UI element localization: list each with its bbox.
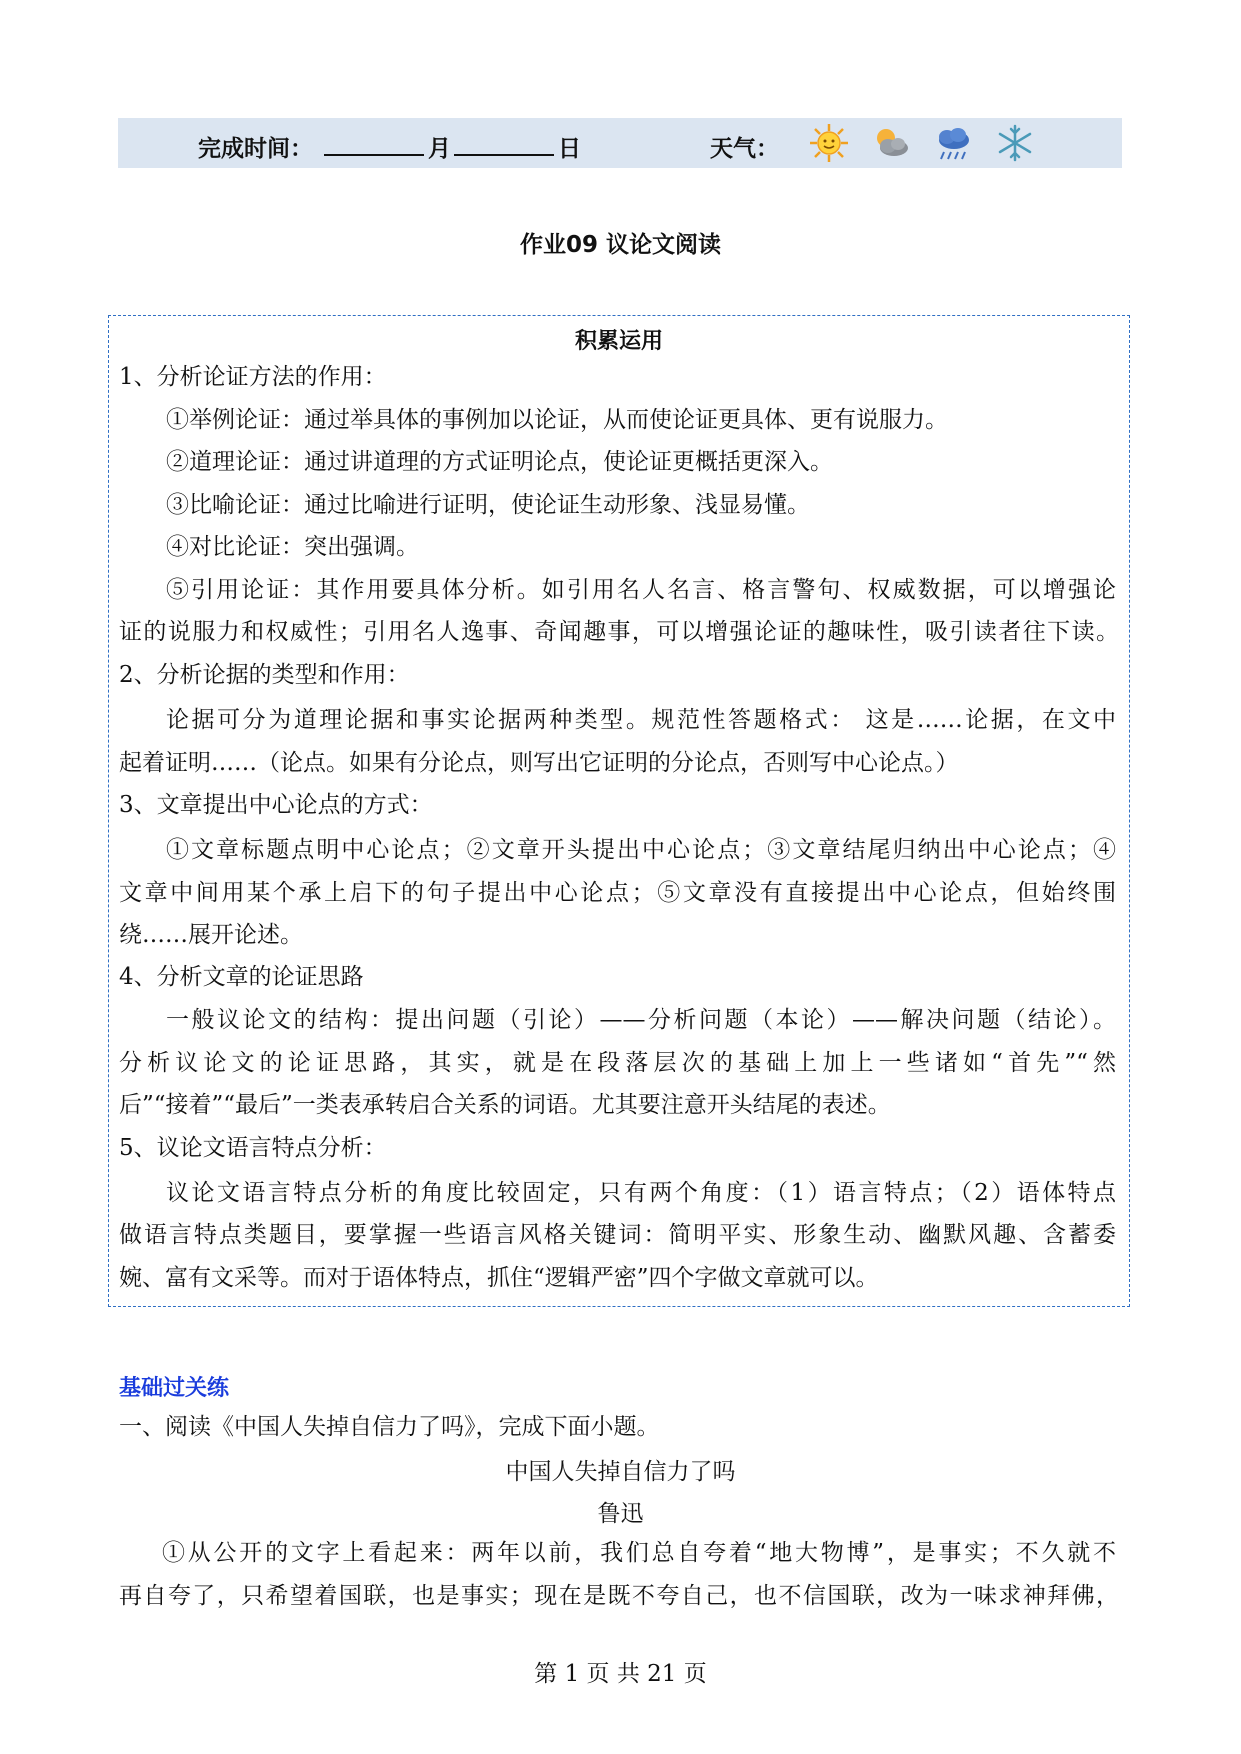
- header-band: [118, 118, 1122, 168]
- sun-icon[interactable]: [808, 122, 850, 164]
- rain-icon[interactable]: [932, 122, 974, 164]
- box-line: ①举例论证：通过举具体的事例加以论证，从而使论证更具体、更有说服力。: [166, 407, 948, 433]
- box-line: 4、分析文章的论证思路: [119, 964, 364, 990]
- paragraph-line: 再自夸了，只希望着国联，也是事实；现在是既不夸自己，也不信国联，改为一味求神拜佛，: [119, 1583, 1119, 1609]
- completion-time-label: 完成时间：: [198, 136, 313, 162]
- box-line: 议论文语言特点分析的角度比较固定，只有两个角度：（1）语言特点；（2）语体特点: [166, 1180, 1116, 1206]
- day-blank[interactable]: [454, 154, 554, 156]
- box-line: 文章中间用某个承上启下的句子提出中心论点；⑤文章没有直接提出中心论点，但始终围: [119, 880, 1116, 906]
- section-heading: 基础过关练: [119, 1376, 230, 1401]
- box-line: 婉、富有文采等。而对于语体特点，抓住“逻辑严密”四个字做文章就可以。: [119, 1265, 879, 1291]
- box-line: 分析议论文的论证思路，其实，就是在段落层次的基础上加上一些诸如“首先”“然: [119, 1050, 1116, 1076]
- box-line: 证的说服力和权威性；引用名人逸事、奇闻趣事，可以增强论证的趣味性，吸引读者往下读。: [119, 619, 1119, 645]
- paragraph-line: ①从公开的文字上看起来：两年以前，我们总自夸着“地大物博”，是事实；不久就不: [162, 1540, 1116, 1566]
- month-label: 月: [428, 136, 451, 162]
- box-title: 积累运用: [574, 329, 663, 354]
- partly-cloudy-icon[interactable]: [870, 122, 912, 164]
- snowflake-icon[interactable]: [994, 122, 1036, 164]
- page-footer: 第 1 页 共 21 页: [534, 1661, 707, 1687]
- article-author: 鲁迅: [597, 1501, 644, 1527]
- box-line: 1、分析论证方法的作用：: [119, 364, 387, 390]
- box-line: 起着证明……（论点。如果有分论点，则写出它证明的分论点，否则写中心论点。）: [119, 750, 959, 776]
- box-line: 论据可分为道理论据和事实论据两种类型。规范性答题格式： 这是……论据，在文中: [166, 707, 1116, 733]
- box-line: 2、分析论据的类型和作用：: [119, 662, 410, 688]
- month-blank[interactable]: [324, 154, 424, 156]
- box-line: 5、议论文语言特点分析：: [119, 1135, 387, 1161]
- box-line: 做语言特点类题目，要掌握一些语言风格关键词：简明平实、形象生动、幽默风趣、含蓄委: [119, 1222, 1116, 1248]
- box-line: ③比喻论证：通过比喻进行证明，使论证生动形象、浅显易懂。: [166, 492, 810, 518]
- box-line: 3、文章提出中心论点的方式：: [119, 792, 433, 818]
- article-title: 中国人失掉自信力了吗: [505, 1459, 736, 1485]
- box-line: ②道理论证：通过讲道理的方式证明论点，使论证更概括更深入。: [166, 449, 833, 475]
- question-instruction: 一、阅读《中国人失掉自信力了吗》，完成下面小题。: [119, 1414, 660, 1440]
- weather-label: 天气：: [710, 136, 779, 162]
- box-line: ⑤引用论证：其作用要具体分析。如引用名人名言、格言警句、权威数据，可以增强论: [166, 577, 1116, 603]
- box-line: 后”“接着”“最后”一类表承转启合关系的词语。尤其要注意开头结尾的表述。: [119, 1092, 891, 1118]
- box-line: 绕……展开论述。: [119, 922, 303, 948]
- box-line: ④对比论证：突出强调。: [166, 534, 419, 560]
- box-line: 一般议论文的结构：提出问题（引论）——分析问题（本论）——解决问题（结论）。: [166, 1007, 1116, 1033]
- page-title: 作业09 议论文阅读: [519, 232, 721, 258]
- day-label: 日: [558, 136, 581, 162]
- box-line: ①文章标题点明中心论点；②文章开头提出中心论点；③文章结尾归纳出中心论点；④: [166, 837, 1116, 863]
